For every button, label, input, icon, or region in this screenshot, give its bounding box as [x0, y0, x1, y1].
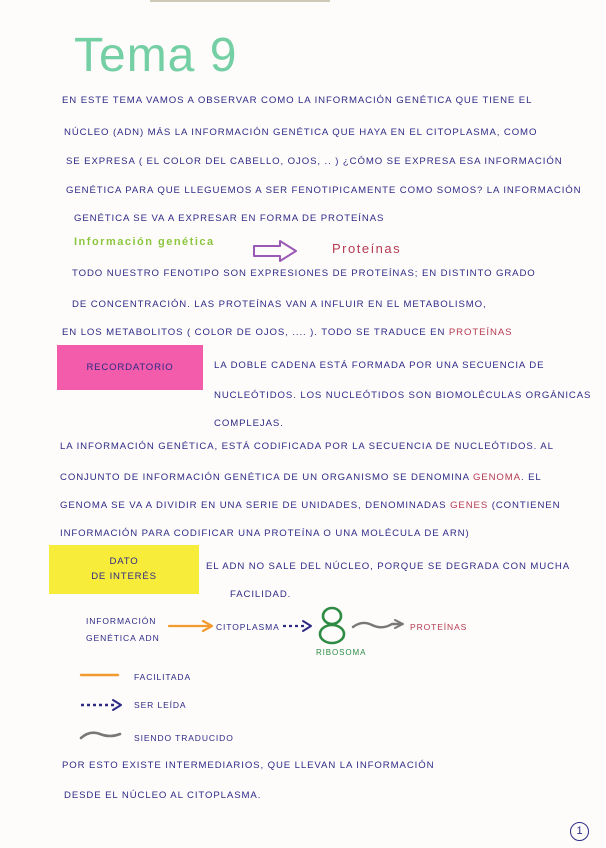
dato-label-2: DE INTERÉS — [91, 571, 157, 582]
conclusion-line-2: DESDE EL NÚCLEO AL CITOPLASMA. — [64, 790, 262, 801]
recordatorio-line-3: COMPLEJAS. — [214, 418, 284, 429]
ribosome-icon — [314, 605, 350, 645]
fenotipo-line-3 — [62, 327, 512, 338]
genetic-info-label — [74, 236, 215, 249]
diagram-source-line-2: GENÉTICA ADN — [86, 633, 160, 643]
genoma-line-4: INFORMACIÓN PARA CODIFICAR UNA PROTEÍNA O UNA MOLÉCULA DE ARN) — [60, 528, 470, 539]
recordatorio-line-2: NUCLEÓTIDOS. LOS NUCLEÓTIDOS SON BIOMOLÉCULAS ORGÁNICAS — [214, 390, 592, 401]
proteins-label: Proteínas — [332, 241, 402, 256]
intro-line-1: EN ESTE TEMA VAMOS A OBSERVAR COMO LA INFORMACIÓN GENÉTICA QUE TIENE EL — [62, 95, 533, 106]
diagram-middle: CITOPLASMA — [216, 622, 280, 632]
legend-wavy-arrow-icon — [80, 728, 124, 742]
genoma-line-3-end: (CONTIENEN — [491, 500, 561, 511]
legend-label-facilitada: FACILITADA — [134, 672, 192, 682]
intro-line-2: NÚCLEO (ADN) MÁS LA INFORMACIÓN GENÉTICA QUE HAYA EN EL CITOPLASMA, COMO — [64, 127, 538, 138]
top-edge-marks — [150, 0, 330, 6]
dato-sticky-note — [49, 545, 199, 594]
dotted-arrow-icon — [282, 620, 312, 632]
page-title: Tema 9 — [74, 29, 238, 82]
genetic-info-text: Información genética — [74, 236, 215, 248]
dato-line-1: EL ADN NO SALE DEL NÚCLEO, PORQUE SE DEGRADA CON MUCHA — [206, 561, 571, 572]
fenotipo-highlight-proteins: PROTEÍNAS — [448, 327, 513, 338]
fenotipo-line-1: TODO NUESTRO FENOTIPO SON EXPRESIONES DE PROTEÍNAS; EN DISTINTO GRADO — [72, 268, 536, 279]
intro-line-5: GENÉTICA SE VA A EXPRESAR EN FORMA DE PROTEÍNAS — [74, 213, 385, 224]
hollow-arrow-icon — [252, 240, 298, 262]
conclusion-line-1: POR ESTO EXISTE INTERMEDIARIOS, QUE LLEVAN LA INFORMACIÓN — [62, 760, 435, 771]
legend-solid-arrow-icon — [80, 669, 120, 681]
intro-line-3: SE EXPRESA ( EL COLOR DEL CABELLO, OJOS, .. ) ¿CÓMO SE EXPRESA ESA INFORMACIÓN — [66, 156, 563, 167]
fenotipo-line-2: DE CONCENTRACIÓN. LAS PROTEÍNAS VAN A INFLUIR EN EL METABOLISMO, — [72, 299, 487, 310]
wavy-arrow-icon — [352, 618, 408, 632]
diagram-ribosome-label: RIBOSOMA — [316, 648, 367, 657]
genoma-line-2-text: CONJUNTO DE INFORMACIÓN GENÉTICA DE UN ORGANISMO SE DENOMINA — [60, 472, 470, 483]
orange-arrow-icon — [168, 620, 214, 632]
genoma-line-1: LA INFORMACIÓN GENÉTICA, ESTÁ CODIFICADA POR LA SECUENCIA DE NUCLEÓTIDOS. AL — [60, 441, 554, 452]
genes-highlight: GENES — [450, 500, 489, 511]
genoma-line-3-text: GENOMA SE VA A DIVIDIR EN UNA SERIE DE UNIDADES, DENOMINADAS — [60, 500, 447, 511]
fenotipo-line-3-text: EN LOS METABOLITOS ( COLOR DE OJOS, .... ). TODO SE TRADUCE EN — [62, 327, 446, 338]
dato-label-1: DATO — [109, 556, 139, 567]
diagram-target: PROTEÍNAS — [410, 622, 468, 632]
recordatorio-label: RECORDATORIO — [86, 362, 174, 373]
genoma-highlight: GENOMA — [472, 472, 521, 483]
genoma-line-2-end: . EL — [520, 472, 542, 483]
diagram-source-line-1: INFORMACIÓN — [86, 616, 157, 626]
recordatorio-sticky-note — [57, 345, 203, 390]
genoma-line-3 — [60, 500, 560, 511]
legend-dotted-arrow-icon — [80, 699, 124, 711]
page-number: 1 — [570, 822, 589, 841]
legend-label-siendo-traducido: SIENDO TRADUCIDO — [134, 733, 234, 743]
dato-line-2: FACILIDAD. — [230, 589, 292, 600]
recordatorio-line-1: LA DOBLE CADENA ESTÁ FORMADA POR UNA SECUENCIA DE — [214, 360, 545, 371]
legend-label-ser-leida: SER LEÍDA — [134, 700, 187, 710]
intro-line-4: GENÉTICA PARA QUE LLEGUEMOS A SER FENOTIPICAMENTE COMO SOMOS? LA INFORMACIÓN — [66, 185, 582, 196]
genoma-line-2 — [60, 472, 542, 483]
